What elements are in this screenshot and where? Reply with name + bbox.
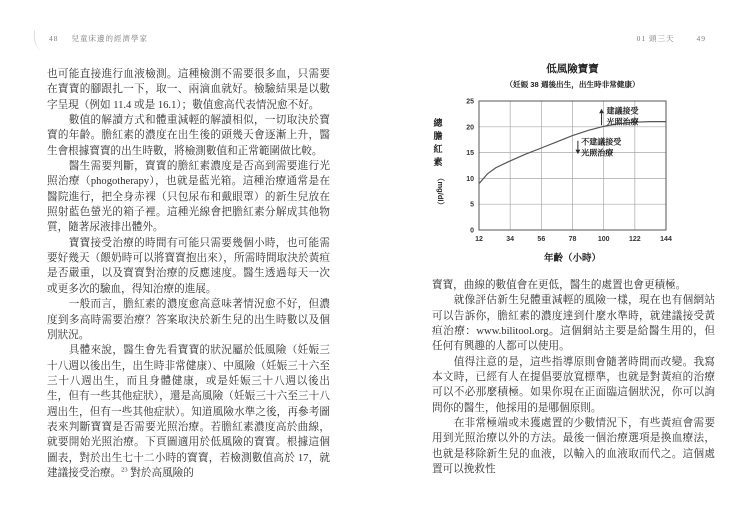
svg-text:不建議接受: 不建議接受 <box>581 137 622 147</box>
running-header-right <box>637 33 706 44</box>
footnote-marker: 23 <box>121 466 128 474</box>
paragraph: 醫生需要判斷，寶寶的膽紅素濃度是否高到需要進行光照治療（phogotherapy），也就是藍光箱。這種治療通常是在醫院進行，把全身赤裸（只包尿布和戴眼罩）的新生兒放在照射藍色螢光的箱子裡。這種光線會把膽紅素分解成其他物質，隨著尿液排出體外。 <box>47 161 330 234</box>
svg-text:（妊娠 38 週後出生，出生時非常健康）: （妊娠 38 週後出生，出生時非常健康） <box>505 80 640 89</box>
svg-text:56: 56 <box>537 236 546 243</box>
svg-text:紅: 紅 <box>433 144 443 154</box>
paragraph: 寶寶，曲線的數值會在更低，醫生的處置也會更積極。 <box>432 280 687 291</box>
svg-text:光照治療: 光照治療 <box>581 148 614 158</box>
paragraph <box>47 343 330 481</box>
paragraph: 一般而言，膽紅素的濃度愈高意味著情況愈不好，但濃度到多高時需要治療？答案取決於新生兒的出生時數以及個別狀況。 <box>47 299 330 341</box>
paragraph: 就像評估新生兒體重減輕的風險一樣，現在也有個網站可以告訴你，膽紅素的濃度達到什麼水準時，就建議接受黃疸治療：www.bilitool.org。這個網站主要是給醫生用的，但任何有興趣的人都可以使用。 <box>432 295 715 353</box>
svg-text:素: 素 <box>433 157 443 167</box>
svg-text:0: 0 <box>470 227 474 235</box>
svg-text:78: 78 <box>568 236 577 243</box>
svg-text:100: 100 <box>597 236 610 243</box>
running-header-left <box>49 33 148 44</box>
svg-text:12: 12 <box>475 236 483 243</box>
paragraph: 值得注意的是，這些指導原則會隨著時間而改變。我寫本文時，已經有人在提倡要放寬標準，也就是對黃疸的治療可以不必那麼積極。如果你現在正面臨這個狀況，你可以詢問你的醫生，他採用的是哪個原則。 <box>432 356 715 414</box>
svg-text:25: 25 <box>466 98 474 106</box>
svg-text:總: 總 <box>433 118 443 128</box>
svg-text:光照治療: 光照治療 <box>606 117 639 127</box>
jaundice-chart <box>430 58 675 270</box>
svg-text:5: 5 <box>470 201 474 209</box>
svg-text:122: 122 <box>628 236 641 243</box>
svg-text:低風險寶寶: 低風險寶寶 <box>546 63 599 75</box>
svg-text:15: 15 <box>466 150 474 158</box>
svg-text:20: 20 <box>466 124 474 132</box>
paragraph: 在非常極端或未獲處置的少數情況下，有些黃疸會需要用到光照治療以外的方法。最後一個治療選項是換血療法，也就是移除新生兒的血液，以輸入的血液取而代之。這個處置可以挽救性 <box>432 418 715 476</box>
svg-text:建議接受: 建議接受 <box>606 106 639 116</box>
svg-text:膽: 膽 <box>433 131 443 141</box>
svg-text:10: 10 <box>466 175 474 183</box>
paragraph-text: 具體來說，醫生會先看寶寶的狀況屬於低風險（妊娠三十八週以後出生，出生時非常健康）、中風險（妊娠三十六至三十八週出生，而且身體健康，或是妊娠三十八週以後出生，但有一些其他症狀），還是高風險（妊娠三十六至三十八週出生，但有一些其他症狀）。知道風險水準之後，再參考圖表來判斷寶寶是否需要光照治療。若膽紅素濃度高於曲線，就要開始光照治療。下頁圖適用於低風險的寶寶。根據這個圖表，對於出生七十二小時的寶寶，若檢測數值高於 17，就建議接受治療。 <box>47 345 330 479</box>
page-right <box>375 0 750 530</box>
chapter-title: 01 頭三天 <box>636 34 675 43</box>
page-number-right: 49 <box>696 34 706 43</box>
left-text-column <box>47 67 330 481</box>
svg-text:年齡（小時）: 年齡（小時） <box>543 253 602 264</box>
page-number-left: 48 <box>49 34 59 43</box>
jaundice-chart-svg <box>430 58 675 270</box>
svg-text:34: 34 <box>506 236 515 243</box>
right-text-column <box>432 278 715 477</box>
svg-text:（mg/dl）: （mg/dl） <box>436 174 445 209</box>
paragraph: 數值的解讀方式和體重減輕的解讀相似，一切取決於寶寶的年齡。膽紅素的濃度在出生後的頭幾天會逐漸上升，醫生會根據寶寶的出生時數，將檢測數值和正常範圍做比較。 <box>47 115 330 157</box>
paragraph: 也可能直接進行血液檢測。這種檢測不需要很多血，只需要在寶寶的腳跟扎一下，取一、兩滴血就好。檢驗結果是以數字呈現（例如 11.4 或是 16.1）；數值愈高代表情況愈不好。 <box>47 69 330 111</box>
paragraph: 寶寶接受治療的時間有可能只需要幾個小時，也可能需要好幾天（餵奶時可以將寶寶抱出來），所需時間取決於黃疸是否嚴重，以及寶寶對治療的反應速度。醫生透過每天一次或更多次的驗血，得知治療的進展。 <box>47 237 330 295</box>
svg-text:144: 144 <box>660 236 672 243</box>
paragraph-text: 對於高風險的 <box>127 467 194 479</box>
running-title: 兒童床邊的經濟學家 <box>71 34 148 43</box>
